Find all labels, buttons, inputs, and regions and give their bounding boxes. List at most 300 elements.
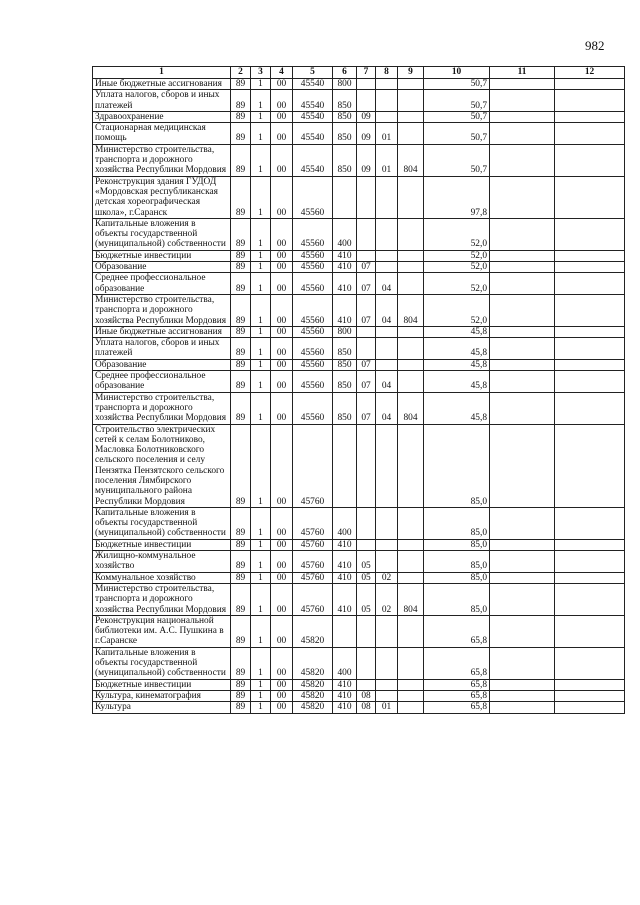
cell-col-12 bbox=[555, 176, 625, 218]
cell-col-5: 45820 bbox=[293, 647, 333, 679]
cell-col-4: 00 bbox=[271, 539, 293, 550]
cell-col-8 bbox=[376, 679, 398, 690]
cell-col-7: 09 bbox=[357, 144, 376, 176]
cell-col-9 bbox=[398, 326, 424, 337]
cell-col-10: 85,0 bbox=[424, 583, 490, 615]
column-header-3: 3 bbox=[251, 67, 271, 79]
cell-col-5: 45540 bbox=[293, 111, 333, 122]
cell-col-8: 04 bbox=[376, 392, 398, 424]
table-row bbox=[93, 690, 625, 701]
table-row bbox=[93, 326, 625, 337]
cell-col-4: 00 bbox=[271, 176, 293, 218]
cell-col-7: 05 bbox=[357, 572, 376, 583]
cell-col-8 bbox=[376, 615, 398, 647]
cell-col-5: 45820 bbox=[293, 615, 333, 647]
cell-col-8 bbox=[376, 690, 398, 701]
cell-col-3: 1 bbox=[251, 326, 271, 337]
cell-col-6: 410 bbox=[333, 583, 357, 615]
cell-col-8: 02 bbox=[376, 583, 398, 615]
cell-col-12 bbox=[555, 583, 625, 615]
cell-col-11 bbox=[490, 507, 555, 539]
column-header-12: 12 bbox=[555, 67, 625, 79]
cell-col-4: 00 bbox=[271, 250, 293, 261]
table-row bbox=[93, 371, 625, 393]
cell-col-6: 850 bbox=[333, 144, 357, 176]
cell-col-4: 00 bbox=[271, 144, 293, 176]
cell-col-8 bbox=[376, 551, 398, 573]
cell-col-6: 850 bbox=[333, 371, 357, 393]
cell-col-8: 01 bbox=[376, 144, 398, 176]
cell-col-7 bbox=[357, 647, 376, 679]
cell-col-9 bbox=[398, 250, 424, 261]
cell-col-8 bbox=[376, 539, 398, 550]
cell-col-5: 45760 bbox=[293, 507, 333, 539]
cell-col-6: 410 bbox=[333, 690, 357, 701]
row-name-cell: Жилищно-коммунальное хозяйство bbox=[93, 551, 231, 573]
cell-col-7 bbox=[357, 679, 376, 690]
cell-col-11 bbox=[490, 359, 555, 370]
table-row bbox=[93, 79, 625, 90]
cell-col-4: 00 bbox=[271, 90, 293, 112]
cell-col-3: 1 bbox=[251, 218, 271, 250]
cell-col-2: 89 bbox=[231, 111, 251, 122]
row-name-cell: Среднее профессиональное образование bbox=[93, 371, 231, 393]
cell-col-3: 1 bbox=[251, 123, 271, 145]
cell-col-6: 400 bbox=[333, 218, 357, 250]
cell-col-8 bbox=[376, 79, 398, 90]
cell-col-5: 45540 bbox=[293, 90, 333, 112]
row-name-cell: Культура, кинематография bbox=[93, 690, 231, 701]
cell-col-11 bbox=[490, 273, 555, 295]
row-name-cell: Коммунальное хозяйство bbox=[93, 572, 231, 583]
cell-col-7 bbox=[357, 176, 376, 218]
cell-col-5: 45760 bbox=[293, 551, 333, 573]
cell-col-8 bbox=[376, 359, 398, 370]
row-name-cell: Министерство строительства, транспорта и дорожного хозяйства Республики Мордовия bbox=[93, 583, 231, 615]
cell-col-10: 65,8 bbox=[424, 615, 490, 647]
cell-col-11 bbox=[490, 647, 555, 679]
cell-col-4: 00 bbox=[271, 551, 293, 573]
table-row bbox=[93, 338, 625, 360]
cell-col-5: 45760 bbox=[293, 572, 333, 583]
cell-col-9 bbox=[398, 123, 424, 145]
cell-col-2: 89 bbox=[231, 90, 251, 112]
cell-col-5: 45560 bbox=[293, 371, 333, 393]
cell-col-10: 45,8 bbox=[424, 326, 490, 337]
cell-col-8 bbox=[376, 218, 398, 250]
cell-col-12 bbox=[555, 294, 625, 326]
cell-col-10: 85,0 bbox=[424, 539, 490, 550]
table-row bbox=[93, 551, 625, 573]
cell-col-12 bbox=[555, 250, 625, 261]
cell-col-9 bbox=[398, 90, 424, 112]
cell-col-10: 50,7 bbox=[424, 79, 490, 90]
cell-col-9 bbox=[398, 338, 424, 360]
table-row bbox=[93, 90, 625, 112]
row-name-cell: Капитальные вложения в объекты государственной (муниципальной) собственности bbox=[93, 218, 231, 250]
cell-col-10: 85,0 bbox=[424, 572, 490, 583]
cell-col-5: 45760 bbox=[293, 539, 333, 550]
cell-col-4: 00 bbox=[271, 615, 293, 647]
table-body bbox=[93, 79, 625, 714]
cell-col-8 bbox=[376, 507, 398, 539]
table-row bbox=[93, 250, 625, 261]
table-row bbox=[93, 176, 625, 218]
cell-col-10: 52,0 bbox=[424, 273, 490, 295]
column-header-5: 5 bbox=[293, 67, 333, 79]
cell-col-4: 00 bbox=[271, 123, 293, 145]
cell-col-6: 800 bbox=[333, 326, 357, 337]
row-name-cell: Реконструкция здания ГУДОД «Мордовская республиканская детская хореографическая школа», г.Саранск bbox=[93, 176, 231, 218]
cell-col-10: 65,8 bbox=[424, 679, 490, 690]
budget-table bbox=[92, 66, 625, 714]
cell-col-3: 1 bbox=[251, 424, 271, 507]
cell-col-11 bbox=[490, 262, 555, 273]
cell-col-6: 850 bbox=[333, 123, 357, 145]
cell-col-2: 89 bbox=[231, 218, 251, 250]
row-name-cell: Уплата налогов, сборов и иных платежей bbox=[93, 338, 231, 360]
column-header-9: 9 bbox=[398, 67, 424, 79]
cell-col-12 bbox=[555, 90, 625, 112]
table-row bbox=[93, 424, 625, 507]
cell-col-5: 45560 bbox=[293, 250, 333, 261]
cell-col-7 bbox=[357, 90, 376, 112]
row-name-cell: Строительство электрических сетей к селам Болотниково, Масловка Болотниковского сельского поселения и селу Пензятка Пензятского сельского поселения Лямбирского муниципального района Республики Мордовия bbox=[93, 424, 231, 507]
cell-col-5: 45760 bbox=[293, 583, 333, 615]
table-row bbox=[93, 144, 625, 176]
cell-col-6: 410 bbox=[333, 273, 357, 295]
cell-col-2: 89 bbox=[231, 424, 251, 507]
cell-col-12 bbox=[555, 572, 625, 583]
column-header-8: 8 bbox=[376, 67, 398, 79]
cell-col-3: 1 bbox=[251, 273, 271, 295]
cell-col-8: 04 bbox=[376, 371, 398, 393]
cell-col-9 bbox=[398, 647, 424, 679]
row-name-cell: Иные бюджетные ассигнования bbox=[93, 326, 231, 337]
cell-col-2: 89 bbox=[231, 539, 251, 550]
cell-col-4: 00 bbox=[271, 273, 293, 295]
cell-col-2: 89 bbox=[231, 359, 251, 370]
cell-col-2: 89 bbox=[231, 79, 251, 90]
cell-col-12 bbox=[555, 111, 625, 122]
cell-col-11 bbox=[490, 690, 555, 701]
cell-col-10: 85,0 bbox=[424, 551, 490, 573]
cell-col-6 bbox=[333, 176, 357, 218]
cell-col-3: 1 bbox=[251, 371, 271, 393]
cell-col-5: 45760 bbox=[293, 424, 333, 507]
column-header-4: 4 bbox=[271, 67, 293, 79]
cell-col-12 bbox=[555, 690, 625, 701]
cell-col-11 bbox=[490, 144, 555, 176]
cell-col-7: 05 bbox=[357, 583, 376, 615]
cell-col-4: 00 bbox=[271, 294, 293, 326]
cell-col-9: 804 bbox=[398, 583, 424, 615]
cell-col-4: 00 bbox=[271, 371, 293, 393]
cell-col-3: 1 bbox=[251, 702, 271, 713]
cell-col-3: 1 bbox=[251, 250, 271, 261]
table-row bbox=[93, 359, 625, 370]
table-row bbox=[93, 294, 625, 326]
cell-col-6: 400 bbox=[333, 647, 357, 679]
row-name-cell: Среднее профессиональное образование bbox=[93, 273, 231, 295]
cell-col-5: 45560 bbox=[293, 338, 333, 360]
cell-col-3: 1 bbox=[251, 615, 271, 647]
row-name-cell: Уплата налогов, сборов и иных платежей bbox=[93, 90, 231, 112]
cell-col-12 bbox=[555, 359, 625, 370]
row-name-cell: Культура bbox=[93, 702, 231, 713]
cell-col-11 bbox=[490, 90, 555, 112]
cell-col-3: 1 bbox=[251, 79, 271, 90]
cell-col-12 bbox=[555, 392, 625, 424]
row-name-cell: Капитальные вложения в объекты государственной (муниципальной) собственности bbox=[93, 647, 231, 679]
cell-col-2: 89 bbox=[231, 679, 251, 690]
cell-col-7: 05 bbox=[357, 551, 376, 573]
cell-col-6: 850 bbox=[333, 338, 357, 360]
table-row bbox=[93, 218, 625, 250]
cell-col-10: 52,0 bbox=[424, 218, 490, 250]
table-row bbox=[93, 615, 625, 647]
cell-col-4: 00 bbox=[271, 583, 293, 615]
cell-col-2: 89 bbox=[231, 294, 251, 326]
cell-col-5: 45820 bbox=[293, 679, 333, 690]
cell-col-3: 1 bbox=[251, 111, 271, 122]
cell-col-7 bbox=[357, 218, 376, 250]
cell-col-2: 89 bbox=[231, 338, 251, 360]
cell-col-12 bbox=[555, 338, 625, 360]
cell-col-11 bbox=[490, 250, 555, 261]
cell-col-11 bbox=[490, 572, 555, 583]
cell-col-8: 04 bbox=[376, 294, 398, 326]
cell-col-4: 00 bbox=[271, 690, 293, 701]
cell-col-5: 45560 bbox=[293, 218, 333, 250]
cell-col-10: 65,8 bbox=[424, 690, 490, 701]
cell-col-11 bbox=[490, 551, 555, 573]
cell-col-5: 45560 bbox=[293, 359, 333, 370]
cell-col-5: 45560 bbox=[293, 273, 333, 295]
row-name-cell: Здравоохранение bbox=[93, 111, 231, 122]
table-row bbox=[93, 702, 625, 713]
cell-col-12 bbox=[555, 647, 625, 679]
cell-col-6: 410 bbox=[333, 679, 357, 690]
cell-col-3: 1 bbox=[251, 539, 271, 550]
table-row bbox=[93, 507, 625, 539]
cell-col-8 bbox=[376, 176, 398, 218]
cell-col-3: 1 bbox=[251, 690, 271, 701]
cell-col-7 bbox=[357, 338, 376, 360]
cell-col-8: 01 bbox=[376, 702, 398, 713]
cell-col-6: 850 bbox=[333, 111, 357, 122]
cell-col-11 bbox=[490, 392, 555, 424]
cell-col-7: 09 bbox=[357, 123, 376, 145]
cell-col-4: 00 bbox=[271, 338, 293, 360]
cell-col-10: 45,8 bbox=[424, 338, 490, 360]
cell-col-2: 89 bbox=[231, 583, 251, 615]
cell-col-6: 410 bbox=[333, 294, 357, 326]
cell-col-7: 07 bbox=[357, 392, 376, 424]
cell-col-8 bbox=[376, 424, 398, 507]
cell-col-7: 07 bbox=[357, 262, 376, 273]
row-name-cell: Бюджетные инвестиции bbox=[93, 539, 231, 550]
cell-col-6: 410 bbox=[333, 572, 357, 583]
cell-col-2: 89 bbox=[231, 647, 251, 679]
cell-col-3: 1 bbox=[251, 262, 271, 273]
cell-col-9 bbox=[398, 424, 424, 507]
cell-col-5: 45560 bbox=[293, 294, 333, 326]
cell-col-11 bbox=[490, 424, 555, 507]
cell-col-9 bbox=[398, 176, 424, 218]
cell-col-4: 00 bbox=[271, 647, 293, 679]
column-header-2: 2 bbox=[231, 67, 251, 79]
cell-col-9: 804 bbox=[398, 144, 424, 176]
column-header-11: 11 bbox=[490, 67, 555, 79]
cell-col-12 bbox=[555, 79, 625, 90]
cell-col-7 bbox=[357, 615, 376, 647]
cell-col-3: 1 bbox=[251, 294, 271, 326]
cell-col-10: 85,0 bbox=[424, 507, 490, 539]
column-header-10: 10 bbox=[424, 67, 490, 79]
cell-col-3: 1 bbox=[251, 507, 271, 539]
cell-col-12 bbox=[555, 273, 625, 295]
cell-col-10: 45,8 bbox=[424, 392, 490, 424]
cell-col-8: 01 bbox=[376, 123, 398, 145]
table-row bbox=[93, 111, 625, 122]
cell-col-2: 89 bbox=[231, 273, 251, 295]
cell-col-5: 45560 bbox=[293, 262, 333, 273]
cell-col-11 bbox=[490, 294, 555, 326]
cell-col-6: 410 bbox=[333, 702, 357, 713]
cell-col-4: 00 bbox=[271, 359, 293, 370]
cell-col-8: 02 bbox=[376, 572, 398, 583]
cell-col-11 bbox=[490, 176, 555, 218]
cell-col-4: 00 bbox=[271, 572, 293, 583]
cell-col-2: 89 bbox=[231, 176, 251, 218]
cell-col-2: 89 bbox=[231, 572, 251, 583]
cell-col-3: 1 bbox=[251, 551, 271, 573]
cell-col-9 bbox=[398, 273, 424, 295]
cell-col-7: 09 bbox=[357, 111, 376, 122]
cell-col-9 bbox=[398, 218, 424, 250]
cell-col-11 bbox=[490, 338, 555, 360]
cell-col-11 bbox=[490, 218, 555, 250]
cell-col-8 bbox=[376, 250, 398, 261]
cell-col-9 bbox=[398, 690, 424, 701]
cell-col-2: 89 bbox=[231, 551, 251, 573]
cell-col-10: 50,7 bbox=[424, 111, 490, 122]
table-row bbox=[93, 123, 625, 145]
row-name-cell: Министерство строительства, транспорта и дорожного хозяйства Республики Мордовия bbox=[93, 144, 231, 176]
cell-col-9 bbox=[398, 507, 424, 539]
cell-col-2: 89 bbox=[231, 690, 251, 701]
cell-col-2: 89 bbox=[231, 326, 251, 337]
row-name-cell: Стационарная медицинская помощь bbox=[93, 123, 231, 145]
cell-col-11 bbox=[490, 123, 555, 145]
cell-col-12 bbox=[555, 507, 625, 539]
cell-col-2: 89 bbox=[231, 123, 251, 145]
cell-col-6: 410 bbox=[333, 262, 357, 273]
table-row bbox=[93, 679, 625, 690]
cell-col-4: 00 bbox=[271, 262, 293, 273]
cell-col-3: 1 bbox=[251, 338, 271, 360]
cell-col-11 bbox=[490, 702, 555, 713]
cell-col-8 bbox=[376, 338, 398, 360]
cell-col-8 bbox=[376, 90, 398, 112]
cell-col-5: 45540 bbox=[293, 123, 333, 145]
cell-col-5: 45560 bbox=[293, 176, 333, 218]
cell-col-2: 89 bbox=[231, 392, 251, 424]
cell-col-7 bbox=[357, 424, 376, 507]
cell-col-5: 45560 bbox=[293, 326, 333, 337]
cell-col-7: 07 bbox=[357, 294, 376, 326]
cell-col-11 bbox=[490, 111, 555, 122]
cell-col-10: 52,0 bbox=[424, 250, 490, 261]
cell-col-9 bbox=[398, 702, 424, 713]
cell-col-4: 00 bbox=[271, 507, 293, 539]
cell-col-12 bbox=[555, 144, 625, 176]
cell-col-10: 52,0 bbox=[424, 262, 490, 273]
cell-col-10: 50,7 bbox=[424, 144, 490, 176]
cell-col-10: 50,7 bbox=[424, 123, 490, 145]
cell-col-12 bbox=[555, 262, 625, 273]
cell-col-12 bbox=[555, 679, 625, 690]
cell-col-9: 804 bbox=[398, 392, 424, 424]
cell-col-2: 89 bbox=[231, 144, 251, 176]
cell-col-7: 08 bbox=[357, 690, 376, 701]
cell-col-8 bbox=[376, 647, 398, 679]
cell-col-3: 1 bbox=[251, 176, 271, 218]
cell-col-6 bbox=[333, 424, 357, 507]
table-row bbox=[93, 262, 625, 273]
cell-col-8 bbox=[376, 326, 398, 337]
cell-col-4: 00 bbox=[271, 218, 293, 250]
cell-col-7 bbox=[357, 79, 376, 90]
cell-col-10: 97,8 bbox=[424, 176, 490, 218]
table-row bbox=[93, 572, 625, 583]
cell-col-4: 00 bbox=[271, 326, 293, 337]
cell-col-3: 1 bbox=[251, 572, 271, 583]
cell-col-3: 1 bbox=[251, 583, 271, 615]
cell-col-2: 89 bbox=[231, 371, 251, 393]
column-header-1: 1 bbox=[93, 67, 231, 79]
cell-col-6: 800 bbox=[333, 79, 357, 90]
table-row bbox=[93, 647, 625, 679]
cell-col-9 bbox=[398, 572, 424, 583]
cell-col-12 bbox=[555, 615, 625, 647]
cell-col-8: 04 bbox=[376, 273, 398, 295]
cell-col-7: 07 bbox=[357, 273, 376, 295]
cell-col-6 bbox=[333, 615, 357, 647]
cell-col-10: 50,7 bbox=[424, 90, 490, 112]
cell-col-6: 850 bbox=[333, 359, 357, 370]
cell-col-7: 08 bbox=[357, 702, 376, 713]
cell-col-9 bbox=[398, 371, 424, 393]
cell-col-6: 410 bbox=[333, 250, 357, 261]
cell-col-3: 1 bbox=[251, 90, 271, 112]
column-header-6: 6 bbox=[333, 67, 357, 79]
cell-col-6: 410 bbox=[333, 551, 357, 573]
cell-col-4: 00 bbox=[271, 424, 293, 507]
cell-col-6: 850 bbox=[333, 392, 357, 424]
cell-col-5: 45560 bbox=[293, 392, 333, 424]
cell-col-3: 1 bbox=[251, 679, 271, 690]
cell-col-6: 410 bbox=[333, 539, 357, 550]
cell-col-7: 07 bbox=[357, 359, 376, 370]
table-header-row bbox=[93, 67, 625, 79]
cell-col-4: 00 bbox=[271, 79, 293, 90]
cell-col-6: 400 bbox=[333, 507, 357, 539]
cell-col-12 bbox=[555, 123, 625, 145]
cell-col-10: 52,0 bbox=[424, 294, 490, 326]
cell-col-10: 45,8 bbox=[424, 359, 490, 370]
